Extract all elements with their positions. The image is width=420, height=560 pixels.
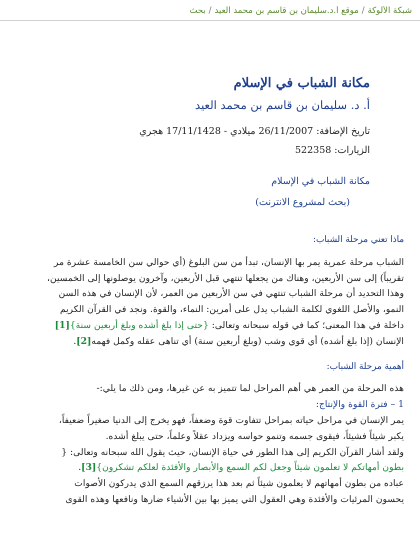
spacer <box>8 350 404 360</box>
paragraph-line <box>8 318 404 334</box>
paragraph-line: عباده من بطون أمهاتهم لا يعلمون شيئاً ثم بعد هذا يرزقهم السمع الذي يدركون الأصوات <box>74 478 404 490</box>
section-heading-meaning: ماذا تعني مرحلة الشباب: <box>312 235 404 245</box>
paragraph-text: . <box>73 335 77 347</box>
author-link[interactable]: أ. د. سليمان بن قاسم بن محمد العيد <box>195 98 370 112</box>
header-divider <box>0 20 420 21</box>
visits-count: الزيارات: 522358 <box>295 145 370 156</box>
paragraph-text: الإنسان (إذا بلغ أشده) أي قوي وشب (وبلغ أربعين سنة) أي تناهى عقله وكمل فهمه <box>91 335 404 347</box>
paragraph-line: يمر الإنسان في مراحل حياته بمراحل تتفاوت قوة وضعفاً، فهو يخرج إلى الدنيا صغيراً ضعيفاً، <box>58 414 404 426</box>
subsection-heading: 1 – فترة القوة والإنتاج: <box>315 399 404 411</box>
inner-title: مكانة الشباب في الإسلام <box>271 176 370 187</box>
paragraph-line: يكبر شيئاً فشيئاً، فيقوى جسمه وتنمو حواسه ويزداد عقلاً وعلماً، حتى يبلغ أشده. <box>105 430 404 442</box>
breadcrumb-item-network[interactable]: شبكة الألوكة <box>367 6 412 16</box>
paragraph-line: هذه المرحلة من العمر هي أهم المراحل لما تتميز به عن غيرها، ومن ذلك ما يلي:- <box>96 383 404 395</box>
breadcrumb-item-site[interactable]: موقع أ.د.سليمان بن قاسم بن محمد العيد <box>214 6 359 16</box>
footnote-ref-1[interactable]: [1] <box>54 319 70 331</box>
breadcrumb <box>8 6 412 16</box>
quran-verse: بطون أمهاتكم لا تعلمون شيئاً وجعل لكم السمع والأبصار والأفئدة لعلكم تشكرون} <box>96 462 404 474</box>
paragraph-line: ولقد أشار القرآن الكريم إلى هذا الطور في حياة الإنسان، حيث يقول الله سبحانه وتعالى: { <box>61 446 404 458</box>
article-body <box>8 233 404 508</box>
footnote-ref-2[interactable]: [2] <box>76 335 92 347</box>
section-heading-importance: أهمية مرحلة الشباب: <box>326 361 404 372</box>
paragraph-line: وهذا التحديد أن مرحلة الشباب تنتهي في سن الأربعين من العمر، لأن الإنسان في هذه السن <box>58 288 404 300</box>
breadcrumb-separator: / <box>361 6 365 16</box>
paragraph-text: داخلة في هذا المعنى؛ كما في قوله سبحانه وتعالى: <box>208 319 404 331</box>
paragraph-line: يحسون المرئيات والأفئدة وهي العقول التي يميز بها بين الأشياء ضارها ونافعها وهذه القوى <box>65 493 404 505</box>
paragraph-line: الشباب مرحلة عمرية يمر بها الإنسان، تبدأ من سن البلوغ (أي حوالي سن الخامسة عشرة مر <box>54 256 404 268</box>
paragraph-line <box>8 460 404 476</box>
paragraph-line: تقريباً) إلى سن الأربعين، وهناك من يجعلها تنتهي قبل الأربعين، وآخرون يوصلونها إلى الخمسين، <box>47 272 404 284</box>
breadcrumb-item-research[interactable]: بحث <box>189 6 206 16</box>
paragraph-line: النمو، والأصل اللغوي لكلمة الشباب يدل على أمرين: النماء، والقوة. ونجد في القرآن الكريم <box>60 304 404 316</box>
quran-verse: {حتى إذا بلغ أشده وبلغ أربعين سنة} <box>69 319 209 331</box>
paragraph-text: . <box>78 462 82 474</box>
page-title: مكانة الشباب في الإسلام <box>233 76 370 91</box>
inner-note: (بحث لمشروع الانترنت) <box>255 197 350 208</box>
date-line: تاريخ الإضافة: 26/11/2007 ميلادي - 17/11/1428 هجري <box>139 126 370 137</box>
paragraph-line <box>8 334 404 350</box>
footnote-ref-3[interactable]: [3] <box>81 462 97 474</box>
breadcrumb-separator: / <box>208 6 212 16</box>
